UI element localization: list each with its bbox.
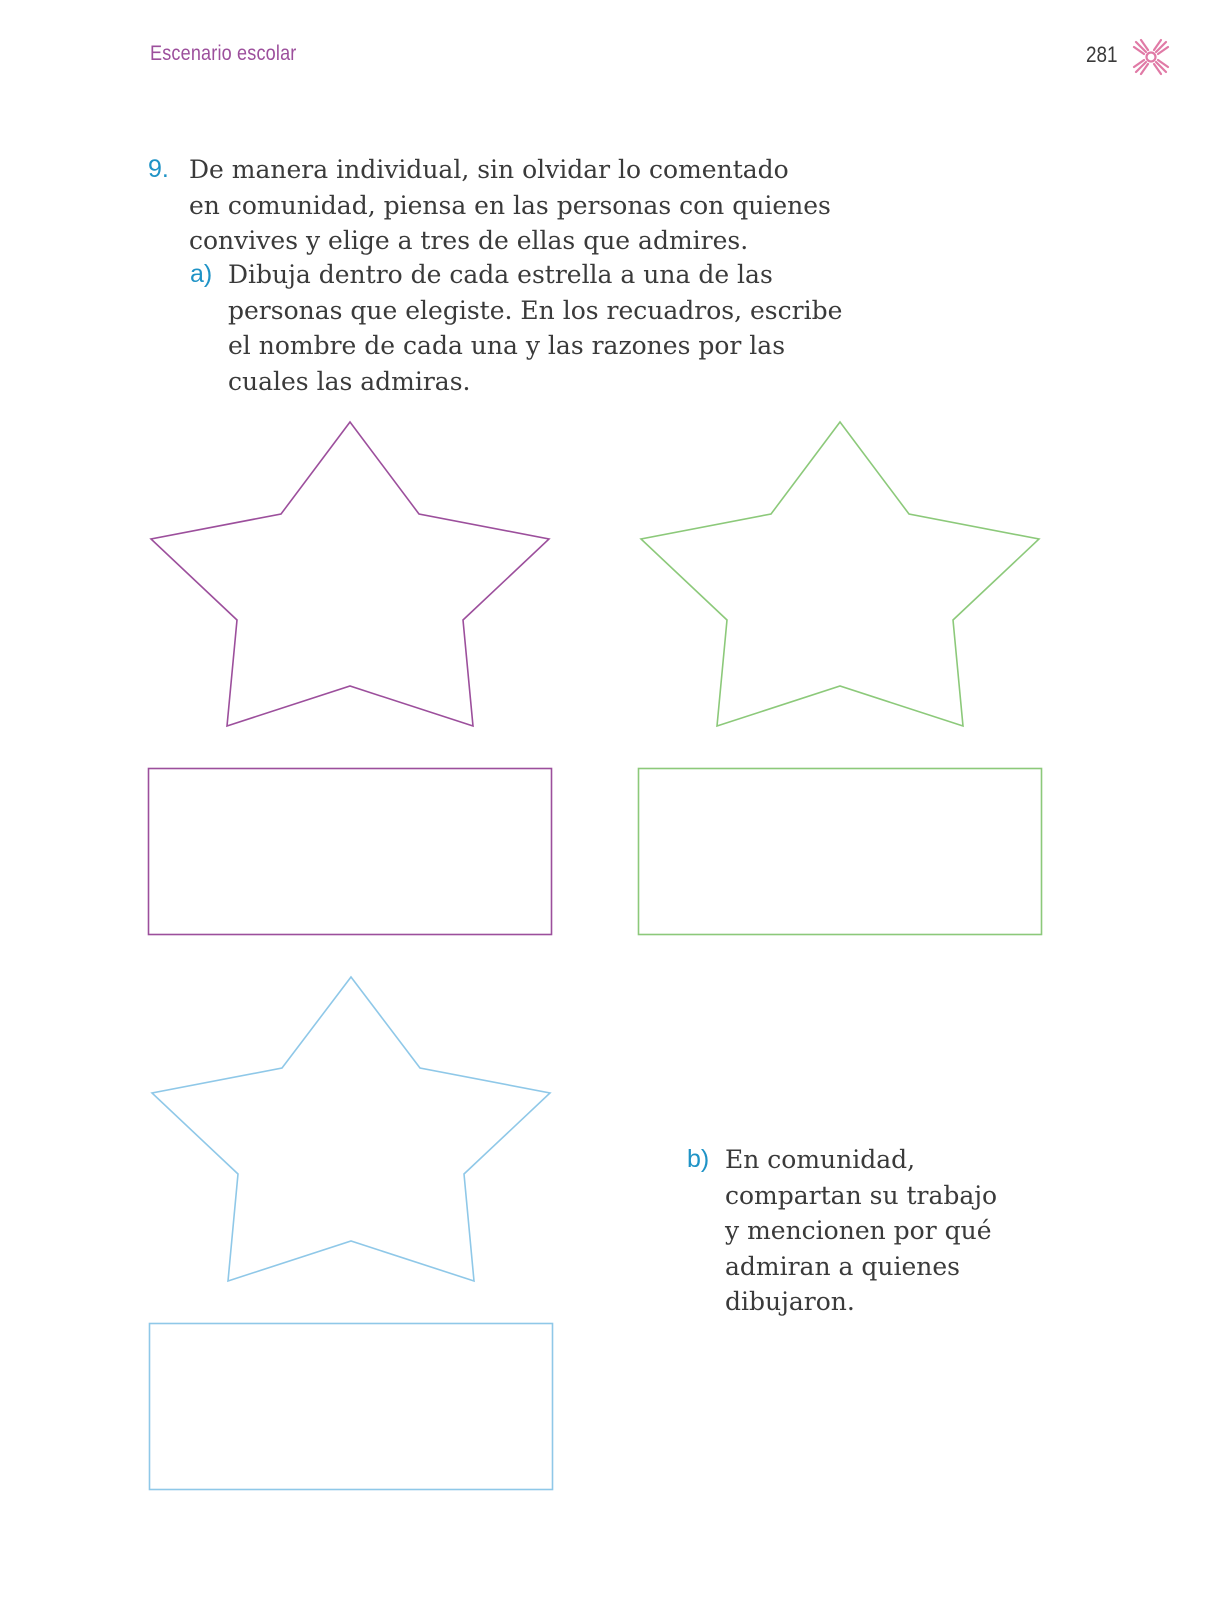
subitem-a-marker: a) <box>190 260 213 288</box>
star-drawing-area-green[interactable] <box>641 422 1039 726</box>
name-box-purple[interactable] <box>149 769 552 935</box>
intro-line: De manera individual, sin olvidar lo comentado <box>189 155 789 184</box>
subitem-b-line: dibujaron. <box>725 1287 855 1316</box>
page-number: 281 <box>1086 42 1118 67</box>
section-title: Escenario escolar <box>150 42 297 65</box>
star-drawing-area-purple[interactable] <box>151 422 549 726</box>
subitem-b-line: admiran a quienes <box>725 1251 960 1281</box>
subitem-a-line: cuales las admiras. <box>228 366 471 396</box>
subitem-b-line: y mencionen por qué <box>725 1216 992 1245</box>
subitem-a-line: el nombre de cada una y las razones por las <box>228 331 786 360</box>
intro-line: en comunidad, piensa en las personas con quienes <box>189 190 831 220</box>
subitem-b-text <box>725 1142 997 1320</box>
subitem-b-line: En comunidad, <box>725 1145 916 1174</box>
intro-line: convives y elige a tres de ellas que admires. <box>189 226 749 255</box>
name-box-green[interactable] <box>639 769 1042 935</box>
subitem-b-line: compartan su trabajo <box>725 1180 998 1210</box>
subitem-b-marker: b) <box>687 1145 710 1173</box>
subitem-a-line: personas que elegiste. En los recuadros, escribe <box>228 295 843 325</box>
subitem-a-line: Dibuja dentro de cada estrella a una de las <box>228 260 773 289</box>
activity-number: 9. <box>148 155 169 183</box>
star-drawing-area-blue[interactable] <box>152 977 550 1281</box>
name-box-blue[interactable] <box>150 1324 553 1490</box>
